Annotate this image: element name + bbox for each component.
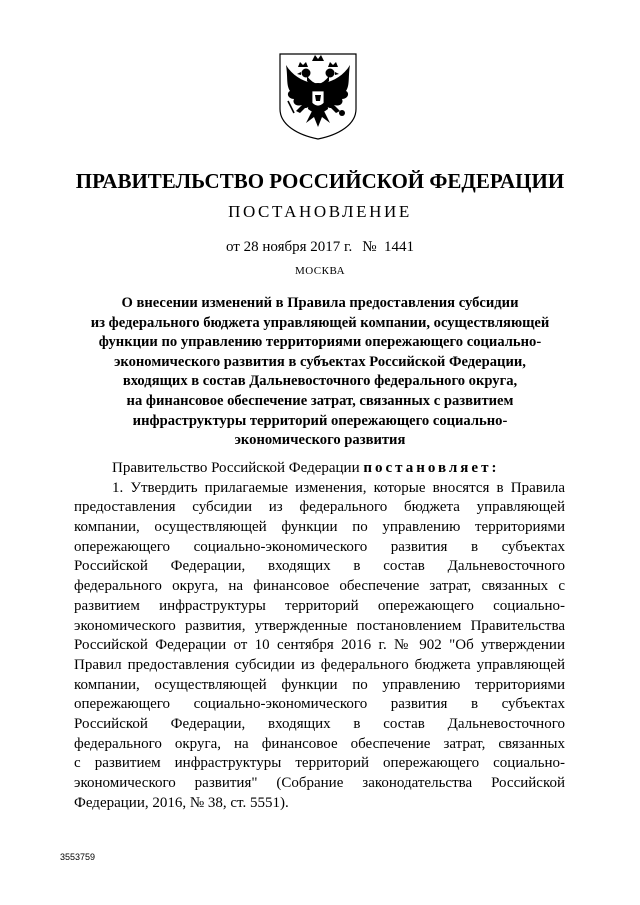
government-name: ПРАВИТЕЛЬСТВО РОССИЙСКОЙ ФЕДЕРАЦИИ [75,169,565,193]
body-line: экономического развития" (Собрание законодательства Российской [74,775,565,791]
body-line: федерального округа, на финансовое обеспечение затрат, связанных [74,735,565,752]
heading-line: экономического развития в субъектах Российской Федерации, [114,353,526,370]
body-line: Российской Федерации, входящих в состав Дальневосточного [74,715,565,732]
body-line: с развитием инфраструктуры территорий опережающего социально- [74,755,565,772]
body-line: предоставления субсидии из федерального бюджета управляющей [74,499,565,516]
body-line: Российской Федерации, входящих в состав Дальневосточного [74,558,565,575]
body-text [74,459,565,813]
heading-line: на финансовое обеспечение затрат, связанных с развитием [126,392,514,409]
body-line: опережающего социально-экономического развития в субъектах [74,696,565,713]
document-code: 3553759 [60,852,96,862]
document-heading [72,294,568,451]
body-line: Правил предоставления субсидии из федерального бюджета управляющей [74,656,565,673]
document-date: от 28 ноября 2017 г. [225,239,353,255]
body-line: Российской Федерации от 10 сентября 2016 г. № 902 "Об утверждении [74,637,565,654]
heading-line: входящих в состав Дальневосточного федерального округа, [122,373,518,390]
document-type: ПОСТАНОВЛЕНИЕ [228,202,412,221]
heading-line: из федерального бюджета управляющей компании, осуществляющей [90,314,550,331]
body-line: компании, осуществляющей функции по управлению территориями [74,519,565,536]
heading-line: инфраструктуры территорий опережающего социально- [132,412,508,429]
document-number: 1441 [384,239,415,255]
document-date-number [0,237,640,257]
number-sign: № [362,239,377,255]
heading-line: О внесении изменений в Правила предоставления субсидии [121,295,519,311]
body-line: экономического развития, утвержденные постановлением Правительства [74,617,565,634]
body-line: федерального округа, на финансовое обеспечение затрат, связанных с [74,578,565,595]
body-line: компании, осуществляющей функции по управлению территориями [74,676,565,693]
russian-coat-of-arms-icon [276,51,360,141]
preamble-line [74,459,565,479]
heading-line: функции по управлению территориями опережающего социально- [98,334,542,351]
body-line: 1. Утвердить прилагаемые изменения, которые вносятся в Правила [112,479,565,496]
city: МОСКВА [294,265,346,277]
preamble-subject: Правительство Российской Федерации [112,460,360,476]
body-line: развитием инфраструктуры территорий опережающего социально- [74,597,565,614]
body-line: Федерации, 2016, № 38, ст. 5551). [74,794,289,811]
body-line: опережающего социально-экономического развития в субъектах [74,538,565,555]
heading-line: экономического развития [234,432,406,449]
preamble-verb: постановляет: [363,460,500,476]
